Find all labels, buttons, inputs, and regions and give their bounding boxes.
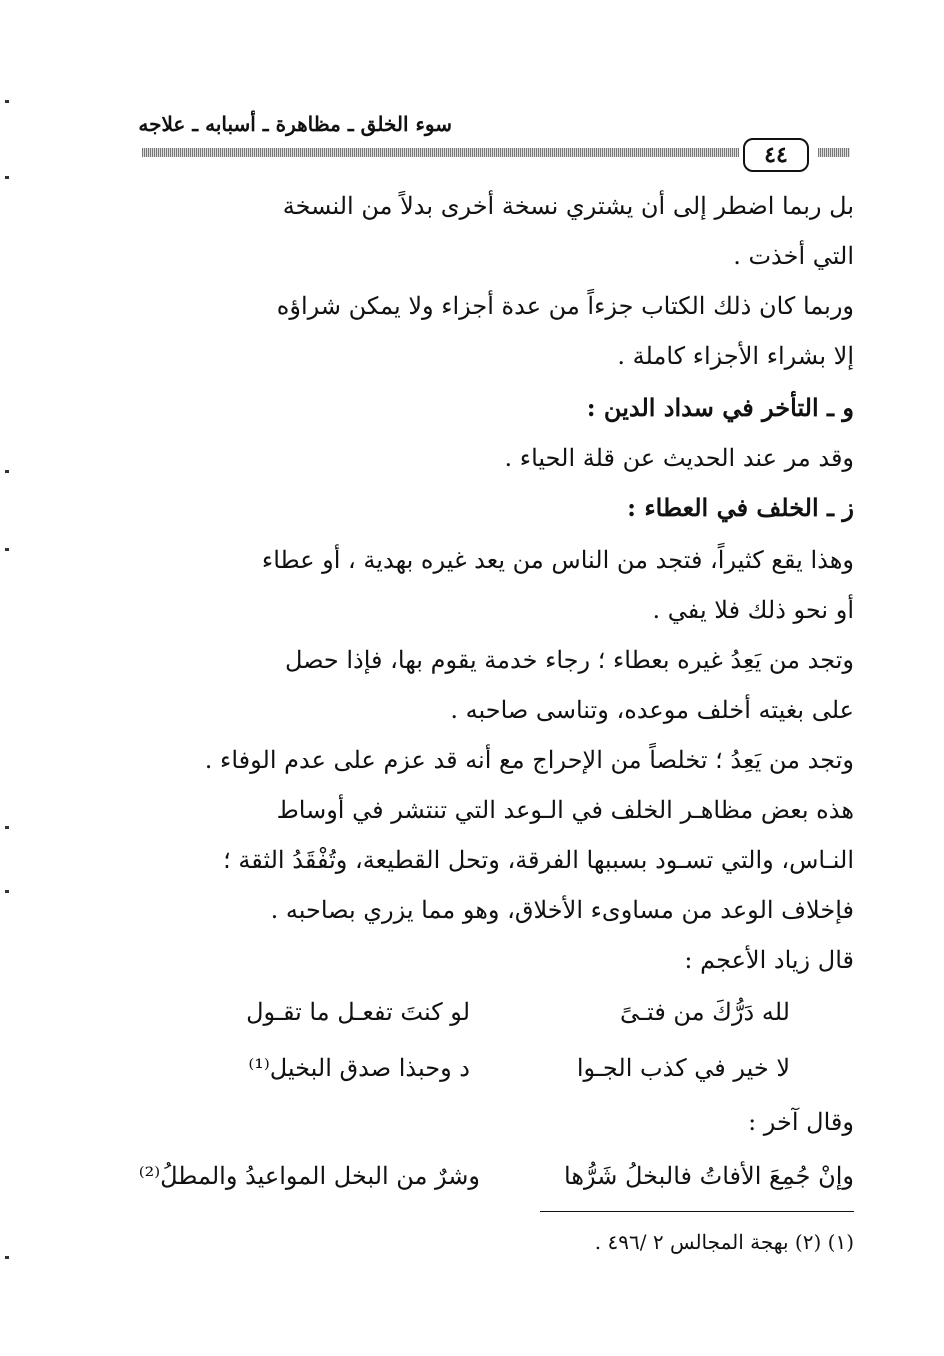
text-line-13: هذه بعض مظاهـر الخلف في الـوعد التي تنتشر في أوساط <box>276 796 854 824</box>
another-said-line: وقال آخر : <box>748 1108 854 1136</box>
text-line-3: وربما كان ذلك الكتاب جزءاً من عدة أجزاء ولا يمكن شراؤه <box>276 292 854 320</box>
text-line-16: قال زياد الأعجم : <box>684 946 854 974</box>
text-line-11: على بغيته أخلف موعده، وتناسى صاحبه . <box>450 696 854 724</box>
section-heading-waw: و ـ التأخر في سداد الدين : <box>586 393 854 422</box>
page-number: ٤٤ <box>743 138 809 172</box>
verse3-second-hemistich: وشرٌ من البخل المواعيدُ والمطلُ⁽²⁾ <box>138 1162 480 1190</box>
text-line-4: إلا بشراء الأجزاء كاملة . <box>617 342 854 370</box>
scan-mark <box>5 548 9 551</box>
running-header-title: سوء الخلق ـ مظاهرة ـ أسبابه ـ علاجه <box>138 112 452 136</box>
text-line-9: أو نحو ذلك فلا يفي . <box>652 596 854 624</box>
text-line-1: بل ربما اضطر إلى أن يشتري نسخة أخرى بدلاً من النسخة <box>282 192 854 220</box>
scan-mark <box>5 176 9 179</box>
verse1-first-hemistich: لله دَرُّكَ من فتـىً <box>620 998 790 1026</box>
text-line-12: وتجد من يَعِدُ ؛ تخلصاً من الإحراج مع أنه قد عزم على عدم الوفاء . <box>204 746 854 774</box>
header-rule-right <box>818 148 850 157</box>
scan-mark <box>5 890 9 893</box>
verse2-first-hemistich: لا خير في كذب الجـوا <box>576 1054 790 1082</box>
scan-mark <box>5 470 9 473</box>
text-line-2: التي أخذت . <box>733 242 854 270</box>
text-line-8: وهذا يقع كثيراً، فتجد من الناس من يعد غيره بهدية ، أو عطاء <box>261 546 854 574</box>
footnote: (١) (٢) بهجة المجالس ٢ /٤٩٦ . <box>594 1230 854 1254</box>
header-rule <box>142 148 739 157</box>
footnote-separator <box>540 1211 854 1212</box>
scan-mark <box>5 1256 9 1259</box>
text-line-10: وتجد من يَعِدُ غيره بعطاء ؛ رجاء خدمة يقوم بها، فإذا حصل <box>284 646 854 674</box>
text-line-6: وقد مر عند الحديث عن قلة الحياء . <box>504 444 854 472</box>
scan-mark <box>5 100 9 103</box>
scan-mark <box>5 826 9 829</box>
verse3-first-hemistich: وإنْ جُمِعَ الأفاتُ فالبخلُ شَرُّها <box>564 1162 854 1190</box>
text-line-14: النـاس، والتي تسـود بسببها الفرقة، وتحل القطيعة، وتُفْقَدُ الثقة ؛ <box>223 846 854 874</box>
verse1-second-hemistich: لو كنتَ تفعـل ما تقـول <box>246 998 470 1026</box>
verse2-second-hemistich: د وحبذا صدق البخيل⁽¹⁾ <box>248 1054 470 1082</box>
section-heading-zay: ز ـ الخلف في العطاء : <box>627 493 854 522</box>
text-line-15: فإخلاف الوعد من مساوىء الأخلاق، وهو مما يزري بصاحبه . <box>270 896 854 924</box>
